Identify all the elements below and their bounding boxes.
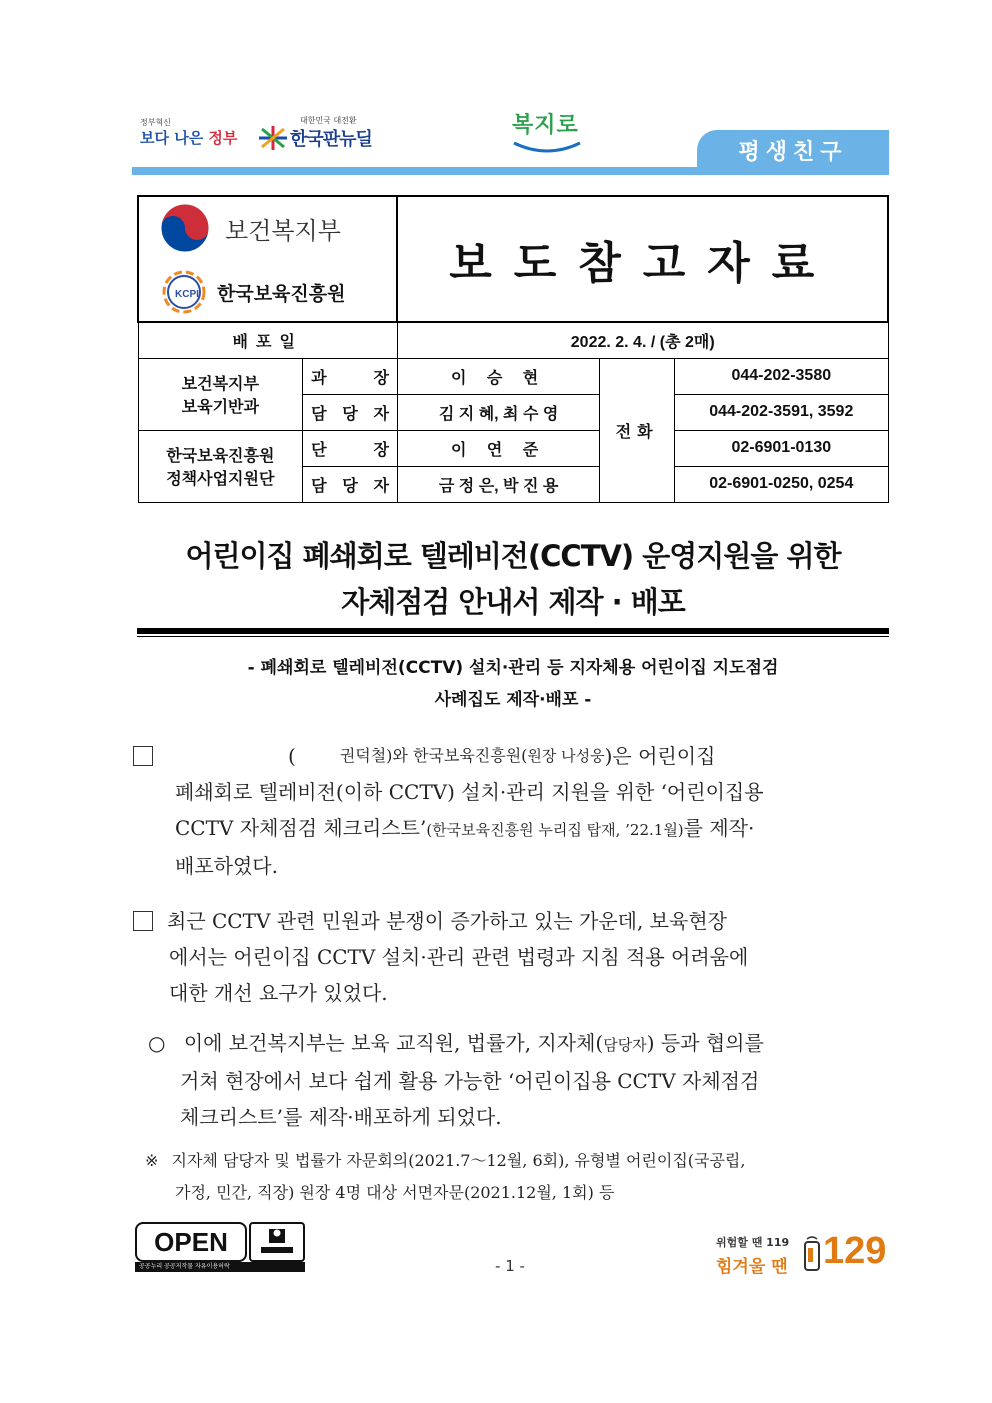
note-line-1: 지자체 담당자 및 법률가 자문회의(2021.7～12월, 6회), 유형별 어린이집(국공립, [171,1151,746,1170]
checkbox-icon [133,746,153,766]
org-line-b: 보육기반과 [181,399,259,416]
open-license-logo [135,1222,305,1272]
contact-role: 담 당 자 [303,466,398,502]
dist-value: 2022. 2. 4. / (총 2매) [397,322,888,358]
subheading [137,652,889,716]
p3-line-1-small: 담당자 [603,1036,647,1054]
bullet-icon: ○ [148,1031,166,1055]
open-caption: 공공누리 공공저작물 자유이용허락 [135,1262,305,1272]
divider-thick [137,628,889,634]
hotline-129-logo [716,1222,896,1278]
headline-line-1: 어린이집 폐쇄회로 텔레비전(CCTV) 운영지원을 위한 [185,539,841,573]
contact-name: 이 연 준 [397,430,599,466]
subhead-line-1: - 폐쇄회로 텔레비전(CCTV) 설치·관리 등 지자체용 어린이집 지도점검 [247,658,779,678]
contact-role: 담 당 자 [303,394,398,430]
hotline-number: 129 [823,1230,887,1272]
contact-role: 단 장 [303,430,398,466]
contact-org-2 [138,430,303,502]
note-mark: ※ [145,1151,159,1170]
p3-line-3: 체크리스트’를 제작·배포하게 되었다. [180,1105,502,1129]
subhead-line-2: 사례집도 제작·배포 - [434,690,592,710]
bokjiro-logo [512,108,592,160]
hotline-small: 위험할 땐 119 [716,1236,790,1249]
header-tab-lifelong-friend: 평생친구 [697,130,889,175]
gov-slogan-a: 보다 나은 [140,129,204,147]
p1-line-4: 배포하였다. [175,854,278,878]
divider-thin [137,636,889,637]
paragraph-1 [133,738,893,884]
newdeal-main: 한국판뉴딜 [290,129,372,150]
header-bar [132,167,889,175]
dist-label: 배포일 [138,322,397,358]
headline [137,533,889,625]
gov-slogan-b: 정부 [208,129,238,147]
p1-line-2: 폐쇄회로 텔레비전(이하 CCTV) 설치·관리 지원을 위한 ‘어린이집용 [175,780,764,804]
p1-line-3b: 를 제작· [683,816,755,840]
p3-line-1a: 이에 보건복지부는 보육 교직원, 법률가, 지자체( [183,1031,604,1055]
newdeal-logo [256,116,396,151]
headline-line-2: 자체점검 안내서 제작 · 배포 [341,585,685,619]
contact-phone: 02-6901-0250, 0254 [675,466,888,502]
open-label: OPEN [135,1222,247,1262]
p1-text-b: 권덕철)와 한국보육진흥원( [339,746,528,765]
kcpi-label: KCPI [175,289,199,300]
logo-cell [138,196,397,322]
newdeal-star-icon [256,125,290,151]
org-line-b: 정책사업지원단 [166,471,275,488]
contact-phone: 044-202-3591, 3592 [675,394,888,430]
p1-open-paren: ( [288,744,296,768]
phone-icon [803,1236,821,1272]
header-logos [140,112,390,164]
press-info-table [137,195,889,503]
contact-phone: 02-6901-0130 [675,430,888,466]
checkbox-icon [133,911,153,931]
contact-name: 금 정 은, 박 진 용 [397,466,599,502]
gov-innovation-logo [140,118,250,148]
contact-org-1 [138,358,303,430]
newdeal-small: 대한민국 대전환 [300,116,357,125]
p3-line-2: 거쳐 현장에서 보다 쉽게 활용 가능한 ‘어린이집용 CCTV 자체점검 [180,1069,760,1093]
contact-phone: 044-202-3580 [675,358,888,394]
p2-line-1: 최근 CCTV 관련 민원과 분쟁이 증가하고 있는 가운데, 보육현장 [167,909,727,933]
doc-title: 보도참고자료 [397,196,888,322]
org-line-a: 한국보육진흥원 [166,448,275,465]
footnote [145,1145,895,1209]
contact-name: 이 승 현 [397,358,599,394]
p1-text-c: )은 어린이집 [604,744,716,768]
p2-line-2: 에서는 어린이집 CCTV 설치·관리 관련 법령과 지침 적용 어려움에 [169,945,749,969]
p1-text-b-small: 원장 나성웅 [527,747,605,765]
p3-line-1b: ) 등과 협의를 [646,1031,764,1055]
ministry-name: 보건복지부 [225,217,341,245]
attribution-badge-icon [249,1222,305,1262]
note-line-2: 가정, 민간, 직장) 원장 4명 대상 서면자문(2021.12월, 1회) 등 [175,1183,615,1202]
contact-name: 김 지 혜, 최 수 영 [397,394,599,430]
org-line-a: 보건복지부 [181,376,259,393]
p1-line-3a: CCTV 자체점검 체크리스트’ [175,816,427,840]
paragraph-2 [133,903,893,1011]
paragraph-3 [148,1025,893,1135]
bokjiro-text: 복지로 [512,113,579,138]
page-number: - 1 - [495,1257,525,1275]
hotline-big: 힘겨울 땐 [716,1257,788,1277]
p2-line-3: 대한 개선 요구가 있었다. [169,981,388,1005]
contact-role: 과 장 [303,358,398,394]
phone-label: 전화 [600,358,675,502]
institute-name: 한국보육진흥원 [217,283,346,305]
p1-line-3-small: (한국보육진흥원 누리집 탑재, ’22.1월) [426,821,684,839]
bokjiro-swoosh-icon [512,139,582,155]
gov-slogan-small: 정부혁신 [140,118,171,127]
taegeuk-emblem-icon [159,202,211,254]
